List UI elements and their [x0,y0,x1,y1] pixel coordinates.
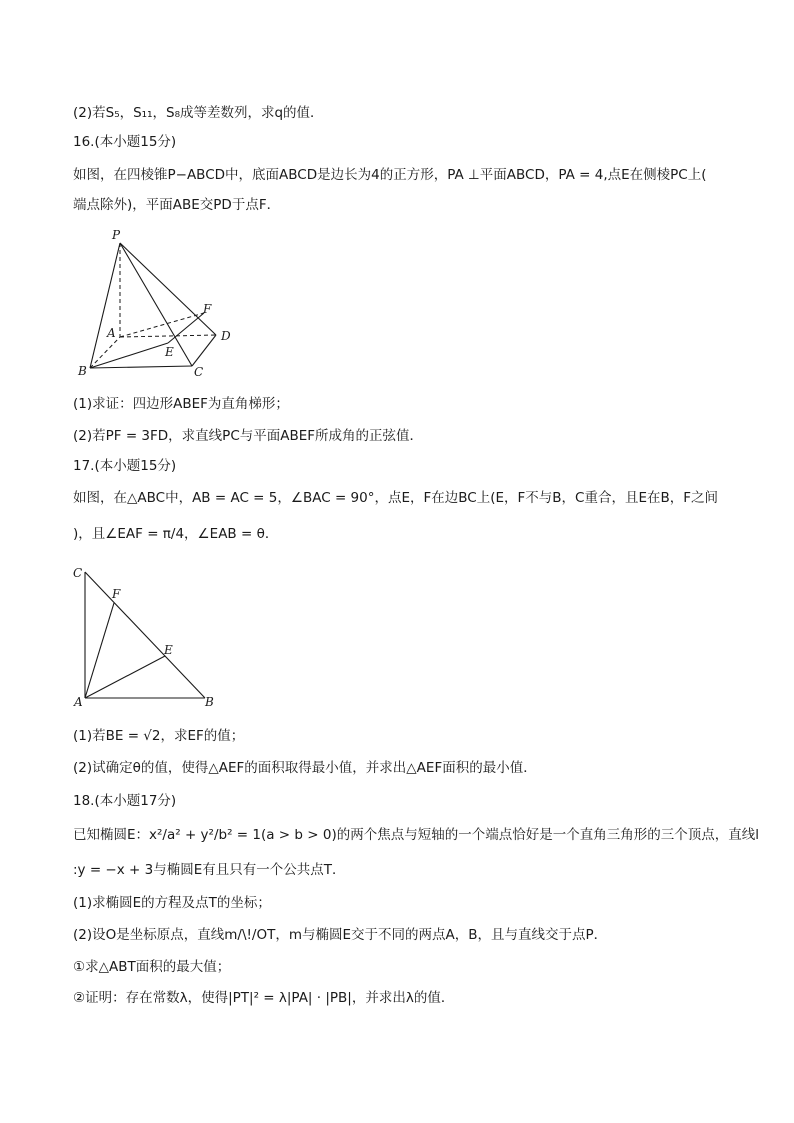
q18-stem-line1: 已知椭圆E：x²/a² + y²/b² = 1(a > b > 0)的两个焦点与短轴的一个端点恰好是一个直角三角形的三个顶点，直线l [73,827,759,843]
q17-header: 17.(本小题15分) [73,458,177,474]
q16-part2: (2)若PF = 3FD，求直线PC与平面ABEF所成角的正弦值． [73,428,424,444]
label-C: C [73,566,83,580]
label-F: F [112,587,121,601]
q17-triangle-figure [70,560,230,710]
q16-pyramid-figure [70,225,245,380]
label-F: F [203,302,212,316]
q16-stem-line2: 端点除外)，平面ABE交PD于点F． [73,197,281,213]
q18-sub1: ①求△ABT面积的最大值； [73,959,231,975]
label-D: D [221,329,231,343]
q16-part1: (1)求证：四边形ABEF为直角梯形； [73,396,289,412]
label-E: E [165,345,174,359]
q18-header: 18.(本小题17分) [73,793,177,809]
q17-part1: (1)若BE = √2，求EF的值； [73,728,245,744]
label-C: C [194,365,204,379]
q18-part2: (2)设O是坐标原点，直线m/\!/OT，m与椭圆E交于不同的两点A，B，且与直线交于点P． [73,927,608,943]
q17-part2: (2)试确定θ的值，使得△AEF的面积取得最小值，并求出△AEF面积的最小值． [73,760,537,776]
q16-stem-line1: 如图，在四棱锥P−ABCD中，底面ABCD是边长为4的正方形，PA ⊥平面ABCD，PA = 4,点E在侧棱PC上( [73,167,707,183]
q17-stem-line1: 如图，在△ABC中，AB = AC = 5，∠BAC = 90°，点E，F在边BC上(E，F不与B，C重合，且E在B，F之间 [73,490,719,506]
q18-part1: (1)求椭圆E的方程及点T的坐标； [73,895,271,911]
q18-stem-line2: :y = −x + 3与椭圆E有且只有一个公共点T． [73,862,346,878]
q15-part2: (2)若S₅，S₁₁，S₈成等差数列，求q的值． [73,105,324,121]
label-A: A [74,695,83,709]
q16-header: 16.(本小题15分) [73,134,177,150]
label-E: E [164,643,173,657]
label-B: B [78,364,87,378]
label-B: B [205,695,214,709]
label-P: P [112,228,121,242]
q18-sub2: ②证明：存在常数λ，使得|PT|² = λ|PA| · |PB|，并求出λ的值． [73,990,455,1006]
label-A: A [107,326,116,340]
q17-stem-line2: )，且∠EAF = π/4，∠EAB = θ． [73,526,279,542]
